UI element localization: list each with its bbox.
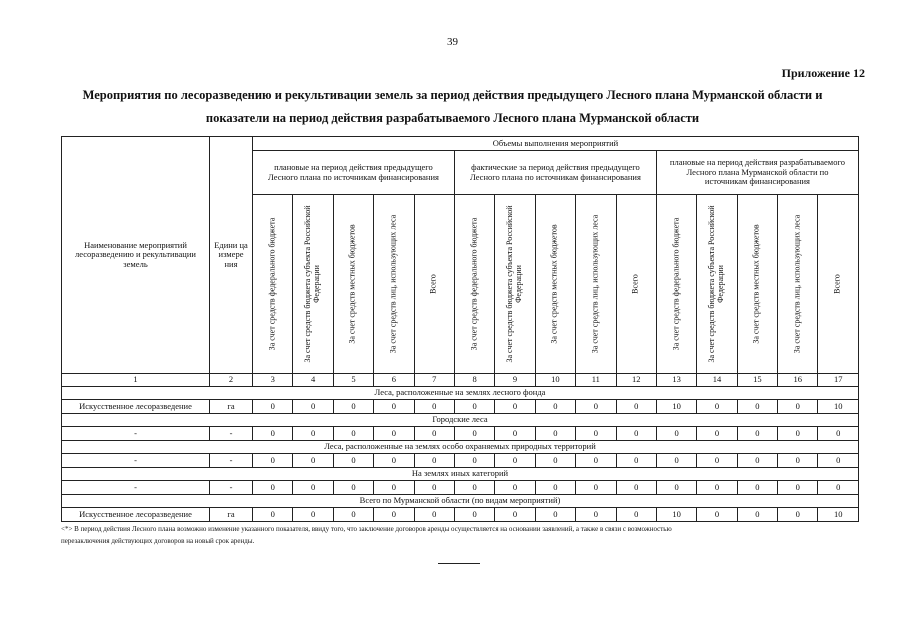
row-value: 10 (656, 400, 696, 414)
row-value: 0 (576, 508, 616, 522)
row-value: 10 (818, 400, 859, 414)
row-value: 0 (374, 454, 414, 468)
section-title: Леса, расположенные на землях лесного фонда (62, 387, 859, 400)
row-value: 0 (495, 481, 535, 495)
row-value: 0 (253, 454, 293, 468)
row-value: 0 (293, 427, 333, 441)
row-value: 0 (253, 481, 293, 495)
header-subcol (253, 195, 293, 374)
row-value: 0 (616, 508, 656, 522)
table-row (62, 427, 859, 441)
row-value: 0 (616, 454, 656, 468)
row-value: 0 (293, 454, 333, 468)
column-number: 12 (616, 374, 656, 387)
row-value: 0 (374, 508, 414, 522)
row-value: 0 (697, 400, 737, 414)
header-subcol (293, 195, 333, 374)
divider (438, 563, 480, 564)
header-subcol (576, 195, 616, 374)
row-value: 10 (656, 508, 696, 522)
row-value: 0 (616, 427, 656, 441)
row-value: 0 (253, 508, 293, 522)
row-value: 0 (253, 400, 293, 414)
row-unit: га (210, 400, 253, 414)
header-subcol (616, 195, 656, 374)
row-value: 0 (374, 427, 414, 441)
row-value: 0 (656, 481, 696, 495)
row-value: 0 (778, 454, 818, 468)
row-value: 0 (737, 427, 777, 441)
header-subcol-label: За счет средств местных бюджетов (347, 224, 357, 344)
table-row (62, 508, 859, 522)
column-number: 4 (293, 374, 333, 387)
header-subcol-label: За счет средств бюджета субъекта Российской Федерации (707, 205, 725, 363)
header-group-planned-previous: плановые на период действия предыдущего Лесного плана по источникам финансирования (253, 151, 455, 195)
header-subcol-label: Всего (630, 274, 640, 294)
row-value: 0 (576, 400, 616, 414)
column-number: 17 (818, 374, 859, 387)
row-value: 0 (535, 454, 575, 468)
document-title-line-2: показатели на период действия разрабатываемого Лесного плана Мурманской области (205, 111, 700, 125)
row-value: 0 (495, 400, 535, 414)
row-value: 0 (697, 454, 737, 468)
header-subcol-label: За счет средств местных бюджетов (549, 224, 559, 344)
row-value: 0 (414, 454, 454, 468)
column-number: 11 (576, 374, 616, 387)
footnote (61, 524, 861, 548)
row-unit: - (210, 454, 253, 468)
row-value: 0 (495, 508, 535, 522)
row-value: 0 (535, 481, 575, 495)
row-value: 0 (697, 481, 737, 495)
header-group-actual-previous: фактические за период действия предыдущего Лесного плана по источникам финансирования (454, 151, 656, 195)
row-value: 0 (576, 454, 616, 468)
row-unit: га (210, 508, 253, 522)
row-value: 0 (253, 427, 293, 441)
row-value: 0 (374, 481, 414, 495)
header-subcol (454, 195, 494, 374)
row-value: 0 (778, 508, 818, 522)
row-value: 0 (778, 427, 818, 441)
row-value: 0 (414, 481, 454, 495)
row-value: 0 (333, 508, 373, 522)
row-measure-name: - (62, 481, 210, 495)
row-value: 0 (737, 400, 777, 414)
row-value: 0 (656, 427, 696, 441)
row-value: 0 (697, 508, 737, 522)
row-measure-name: Искусственное лесоразведение (62, 508, 210, 522)
row-value: 0 (535, 400, 575, 414)
header-subcol-label: За счет средств лиц, использующих леса (792, 214, 802, 354)
header-subcol (535, 195, 575, 374)
header-subcol (737, 195, 777, 374)
footnote-line-1: <*> В период действия Лесного плана возможно изменение указанного показателя, ввиду того, что заключение договоров аренды осуществляется на основании заявлений, а также в связи с возможностью (61, 525, 672, 533)
header-unit: Едини ца измере ния (210, 137, 253, 374)
row-value: 0 (293, 481, 333, 495)
header-subcol (778, 195, 818, 374)
row-value: 0 (414, 508, 454, 522)
row-value: 0 (737, 454, 777, 468)
row-value: 0 (616, 481, 656, 495)
row-value: 0 (454, 481, 494, 495)
measures-table (61, 136, 859, 522)
header-volumes: Объемы выполнения мероприятий (253, 137, 859, 151)
table-row (62, 481, 859, 495)
column-number: 2 (210, 374, 253, 387)
header-subcol (656, 195, 696, 374)
section-row (62, 414, 859, 427)
header-subcol-label: Всего (832, 274, 842, 294)
column-number: 14 (697, 374, 737, 387)
row-value: 0 (495, 454, 535, 468)
row-value: 0 (454, 508, 494, 522)
section-row (62, 468, 859, 481)
header-subcol-label: За счет средств местных бюджетов (751, 224, 761, 344)
row-value: 0 (414, 400, 454, 414)
row-measure-name: - (62, 427, 210, 441)
header-name: Наименование мероприятий лесоразведению и рекультивации земель (62, 137, 210, 374)
row-value: 0 (576, 427, 616, 441)
header-subcol-label: За счет средств федерального бюджета (469, 217, 479, 351)
column-number: 6 (374, 374, 414, 387)
column-number: 10 (535, 374, 575, 387)
row-value: 0 (818, 454, 859, 468)
row-value: 0 (778, 400, 818, 414)
section-title: Леса, расположенные на землях особо охраняемых природных территорий (62, 441, 859, 454)
section-row (62, 441, 859, 454)
header-subcol (414, 195, 454, 374)
document-title-line-1: Мероприятия по лесоразведению и рекультивации земель за период действия предыдущего Лесного плана Мурманской области и (82, 88, 823, 102)
row-value: 0 (293, 508, 333, 522)
row-measure-name: - (62, 454, 210, 468)
column-numbers-row (62, 374, 859, 387)
header-subcol (495, 195, 535, 374)
row-value: 0 (374, 400, 414, 414)
header-subcol (374, 195, 414, 374)
row-value: 0 (535, 508, 575, 522)
column-number: 1 (62, 374, 210, 387)
row-value: 0 (333, 481, 373, 495)
row-value: 0 (333, 454, 373, 468)
header-subcol (333, 195, 373, 374)
row-value: 0 (818, 481, 859, 495)
row-value: 0 (414, 427, 454, 441)
footnote-line-2: перезаключения действующих договоров на новый срок аренды. (61, 536, 255, 545)
header-subcol-label: За счет средств лиц, использующих леса (590, 214, 600, 354)
header-subcol-label: За счет средств федерального бюджета (267, 217, 277, 351)
column-number: 9 (495, 374, 535, 387)
header-subcol-label: За счет средств федерального бюджета (671, 217, 681, 351)
header-subcol (697, 195, 737, 374)
column-number: 5 (333, 374, 373, 387)
row-value: 0 (737, 508, 777, 522)
appendix-label: Приложение 12 (781, 66, 865, 80)
header-subcol-label: За счет средств лиц, использующих леса (388, 214, 398, 354)
column-number: 16 (778, 374, 818, 387)
row-value: 0 (737, 481, 777, 495)
header-subcol-label: За счет средств бюджета субъекта Российской Федерации (505, 205, 524, 363)
row-value: 0 (818, 427, 859, 441)
table-row (62, 454, 859, 468)
column-number: 7 (414, 374, 454, 387)
row-value: 0 (656, 454, 696, 468)
column-number: 13 (656, 374, 696, 387)
row-value: 0 (293, 400, 333, 414)
header-group-planned-new: плановые на период действия разрабатываемого Лесного плана Мурманской области по источникам финансирования (656, 151, 858, 195)
row-value: 0 (454, 427, 494, 441)
row-value: 0 (576, 481, 616, 495)
row-value: 0 (495, 427, 535, 441)
section-row (62, 495, 859, 508)
row-value: 0 (333, 400, 373, 414)
section-title: Городские леса (62, 414, 859, 427)
row-value: 0 (454, 454, 494, 468)
row-value: 0 (454, 400, 494, 414)
row-unit: - (210, 427, 253, 441)
row-value: 0 (778, 481, 818, 495)
row-value: 0 (616, 400, 656, 414)
header-subcol-label: Всего (428, 274, 438, 294)
section-title: Всего по Мурманской области (по видам мероприятий) (62, 495, 859, 508)
row-unit: - (210, 481, 253, 495)
header-subcol (818, 195, 859, 374)
column-number: 8 (454, 374, 494, 387)
section-title: На землях иных категорий (62, 468, 859, 481)
row-value: 0 (697, 427, 737, 441)
header-subcol-label: За счет средств бюджета субъекта Российской Федерации (303, 205, 322, 363)
table-row (62, 400, 859, 414)
section-row (62, 387, 859, 400)
column-number: 15 (737, 374, 777, 387)
row-value: 0 (333, 427, 373, 441)
page-number: 39 (447, 36, 458, 48)
column-number: 3 (253, 374, 293, 387)
row-value: 0 (535, 427, 575, 441)
row-measure-name: Искусственное лесоразведение (62, 400, 210, 414)
row-value: 10 (818, 508, 859, 522)
